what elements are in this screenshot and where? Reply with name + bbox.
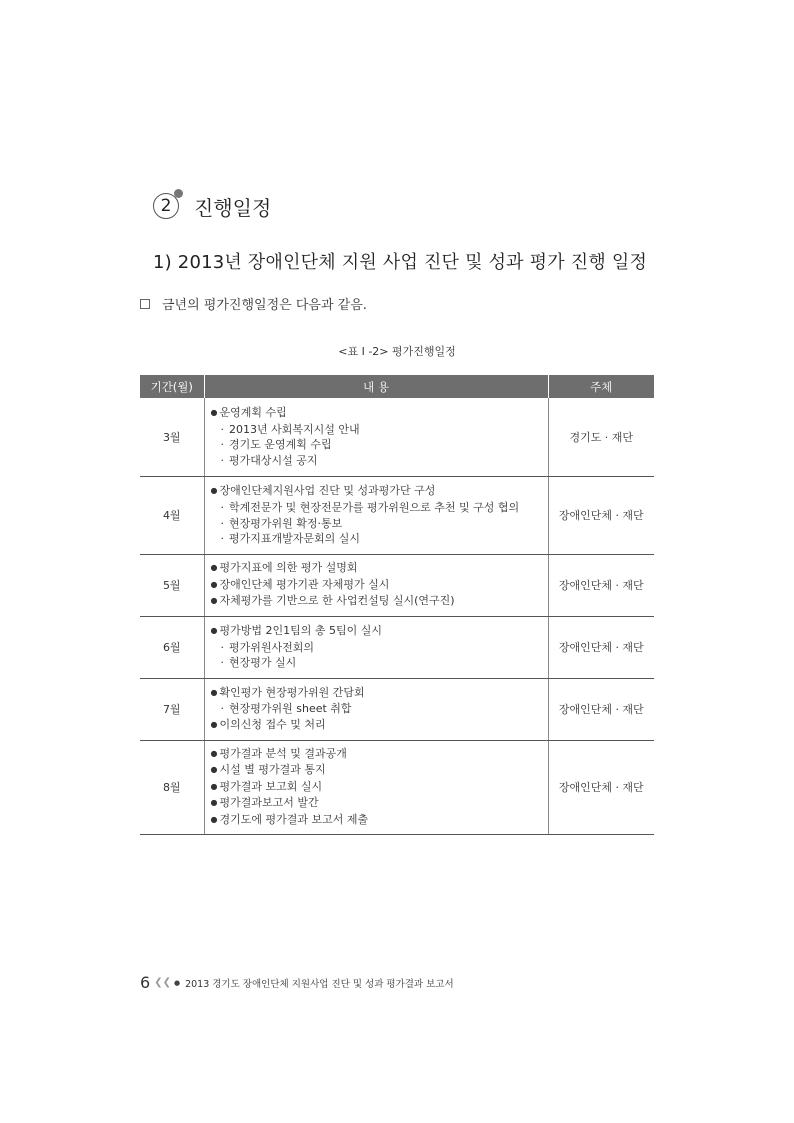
header-subject: 주체 [548,375,654,398]
row-content [204,554,548,616]
content-item: ● 평가지표에 의한 평가 설명회 [211,560,548,577]
page-number: 6 [140,973,151,992]
row-content [204,740,548,834]
content-subitem: · 경기도 운영계획 수립 [211,437,548,453]
square-bullet-icon [140,299,150,309]
subsection-title: 1) 2013년 장애인단체 지원 사업 진단 및 성과 평가 진행 일정 [153,252,648,273]
row-subject: 장애인단체 · 재단 [548,740,654,834]
row-period: 3월 [140,398,204,476]
section-heading [153,190,271,222]
content-subitem: · 현장평가 실시 [211,655,548,671]
row-subject: 장애인단체 · 재단 [548,476,654,554]
content-subitem: · 평가대상시설 공지 [211,453,548,469]
table-row [140,678,654,740]
header-content: 내 용 [204,375,548,398]
row-subject: 장애인단체 · 재단 [548,616,654,678]
row-content [204,398,548,476]
row-period: 8월 [140,740,204,834]
double-chevron-icon: ❮❮ [154,977,171,988]
footer-bullet-icon: ● [173,978,181,987]
content-item: ● 운영계획 수립 [211,405,548,422]
content-subitem: · 현장평가위원 sheet 취합 [211,701,548,717]
table-row [140,740,654,834]
content-subitem: · 학계전문가 및 현장전문가를 평가위원으로 추천 및 구성 협의 [211,500,548,516]
table-row [140,616,654,678]
content-item: ● 평가결과 보고회 실시 [211,779,548,796]
section-number-badge [153,193,179,219]
row-subject: 장애인단체 · 재단 [548,678,654,740]
content-item: ● 평가결과보고서 발간 [211,795,548,812]
content-item: ● 경기도에 평가결과 보고서 제출 [211,812,548,829]
footer-text: 2013 경기도 장애인단체 지원사업 진단 및 성과 평가결과 보고서 [185,978,454,990]
content-item: ● 확인평가 현장평가위원 간담회 [211,685,548,702]
badge-dot-icon [174,189,183,198]
row-period: 6월 [140,616,204,678]
row-subject: 경기도 · 재단 [548,398,654,476]
content-item: ● 이의신청 접수 및 처리 [211,717,548,734]
content-item: ● 장애인단체 평가기관 자체평가 실시 [211,577,548,594]
row-subject: 장애인단체 · 재단 [548,554,654,616]
note [140,294,367,313]
row-period: 7월 [140,678,204,740]
section-title: 진행일정 [194,195,272,220]
row-content [204,616,548,678]
content-item: ● 장애인단체지원사업 진단 및 성과평가단 구성 [211,483,548,500]
page-footer [140,973,454,992]
content-item: ● 시설 별 평가결과 통지 [211,762,548,779]
content-item: ● 평가결과 분석 및 결과공개 [211,746,548,763]
content-subitem: · 2013년 사회복지시설 안내 [211,422,548,438]
note-text: 금년의 평가진행일정은 다음과 같음. [162,298,367,313]
schedule-table [140,375,654,835]
table-row [140,476,654,554]
row-period: 4월 [140,476,204,554]
table-header-row [140,375,654,398]
content-subitem: · 현장평가위원 확정·통보 [211,516,548,532]
table-caption: <표 Ⅰ -2> 평가진행일정 [338,345,456,358]
content-item: ● 평가방법 2인1팀의 총 5팀이 실시 [211,623,548,640]
header-period: 기간(월) [140,375,204,398]
table-row [140,398,654,476]
content-subitem: · 평가위원사전회의 [211,640,548,656]
row-content [204,476,548,554]
row-period: 5월 [140,554,204,616]
table-row [140,554,654,616]
row-content [204,678,548,740]
section-number: 2 [160,196,172,216]
content-item: ● 자체평가를 기반으로 한 사업컨설팅 실시(연구진) [211,593,548,610]
content-subitem: · 평가지표개발자문회의 실시 [211,531,548,547]
